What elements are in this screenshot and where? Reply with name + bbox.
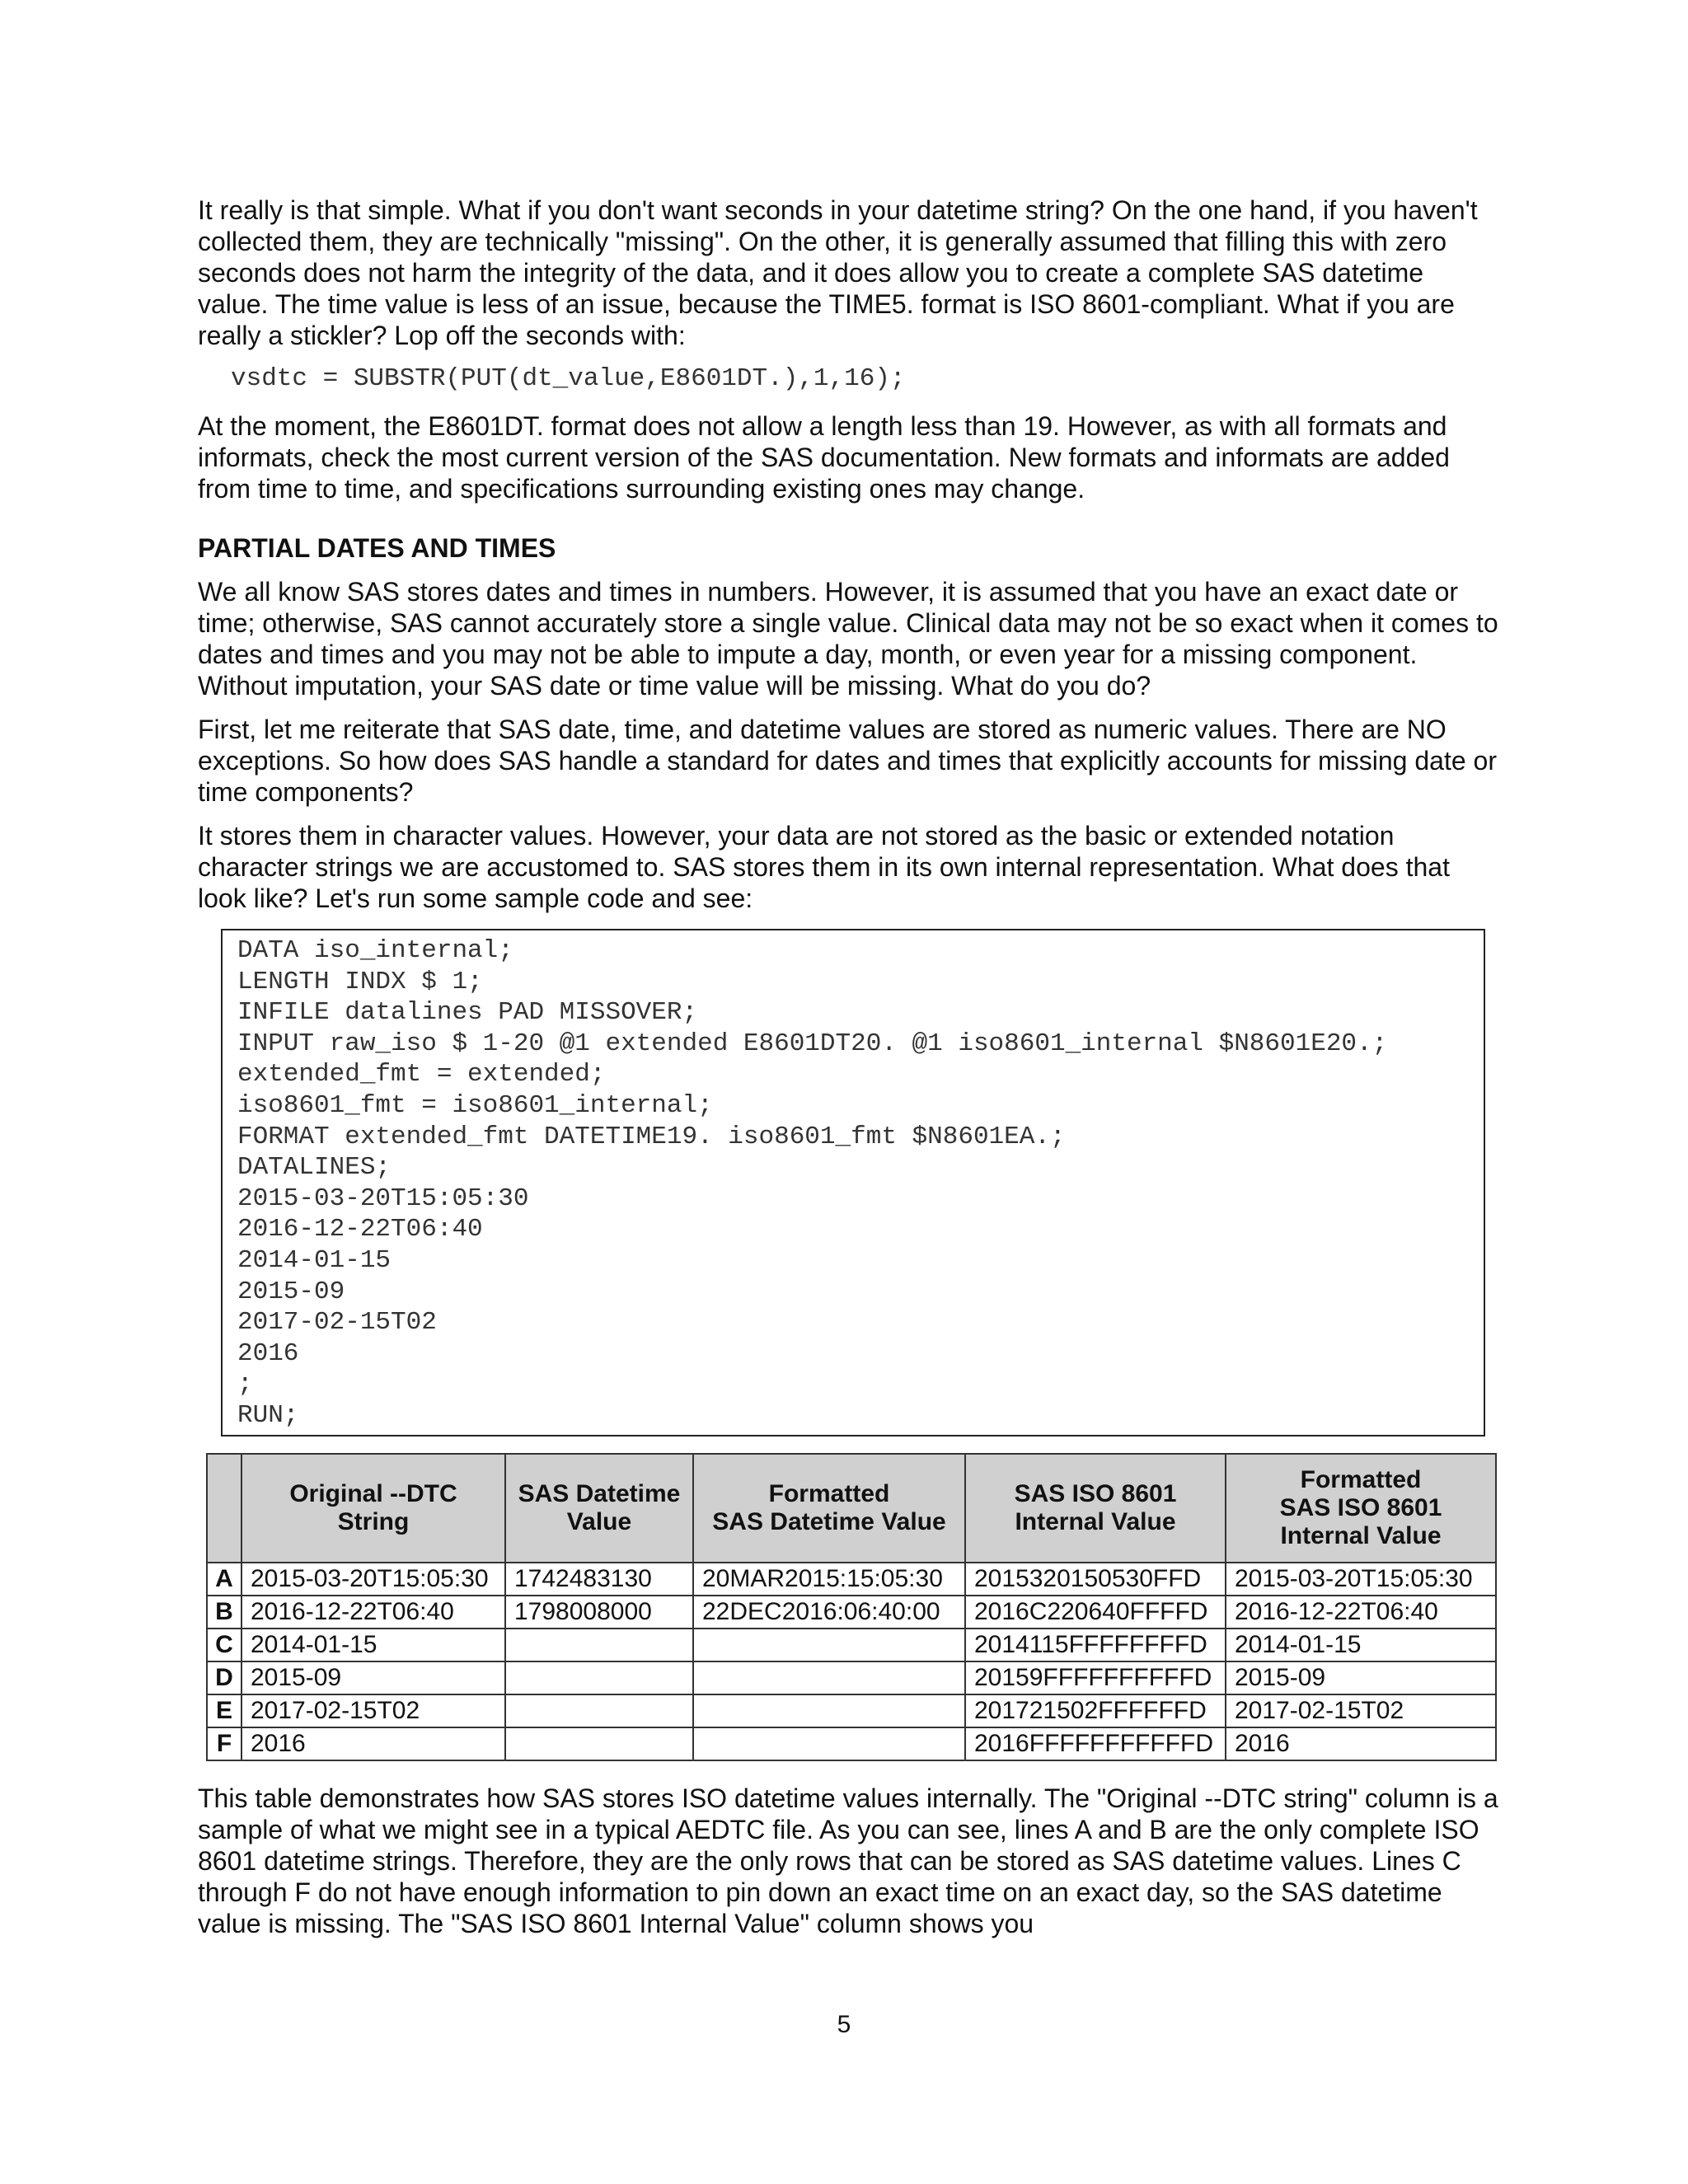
page-number: 5 [837, 2011, 851, 2038]
cell-iso-internal: 2014115FFFFFFFFD [965, 1629, 1226, 1661]
code-line: 2015-03-20T15:05:30 [237, 1183, 529, 1213]
cell-formatted-iso: 2016-12-22T06:40 [1226, 1596, 1496, 1629]
cell-formatted-iso: 2017-02-15T02 [1226, 1694, 1496, 1727]
header-key [207, 1454, 241, 1563]
row-key: E [207, 1694, 241, 1727]
code-line: 2014-01-15 [237, 1245, 392, 1275]
cell-formatted-datetime [693, 1694, 965, 1727]
code-line: INPUT raw_iso $ 1-20 @1 extended E8601DT20. @1 iso8601_internal $N8601E20.; [237, 1029, 1388, 1058]
code-line: 2015-09 [237, 1277, 345, 1306]
table-row [207, 1661, 1496, 1694]
cell-formatted-iso: 2015-03-20T15:05:30 [1226, 1563, 1496, 1596]
header-iso-internal: SAS ISO 8601 Internal Value [965, 1454, 1226, 1563]
header-sas-datetime: SAS Datetime Value [505, 1454, 693, 1563]
cell-formatted-datetime: 22DEC2016:06:40:00 [693, 1596, 965, 1629]
row-key: D [207, 1661, 241, 1694]
table-row [207, 1563, 1496, 1596]
code-line: INFILE datalines PAD MISSOVER; [237, 998, 698, 1028]
section-paragraph-1: We all know SAS stores dates and times in numbers. However, it is assumed that you have an exact date or time; otherwise, SAS cannot accurately store a single value. Clinical data may not be so exact when it comes to dates and times and you may not be able to impute a day, month, or even year for a missing component. Without imputation, your SAS date or time value will be missing. What do you do? [198, 577, 1498, 701]
code-line: FORMAT extended_fmt DATETIME19. iso8601_fmt $N8601EA.; [237, 1122, 1066, 1151]
header-original-dtc: Original --DTC String [241, 1454, 505, 1563]
cell-formatted-datetime [693, 1727, 965, 1760]
table-row [207, 1694, 1496, 1727]
cell-datetime-value [505, 1629, 693, 1661]
code-line: 2017-02-15T02 [237, 1308, 437, 1338]
table-row [207, 1596, 1496, 1629]
page-body [198, 194, 1500, 1952]
cell-formatted-datetime [693, 1629, 965, 1661]
iso-datetime-table [206, 1453, 1497, 1761]
code-line: DATA iso_internal; [237, 936, 513, 965]
cell-original: 2016 [241, 1727, 505, 1760]
row-key: A [207, 1563, 241, 1596]
intro-paragraph: It really is that simple. What if you don't want seconds in your datetime string? On the one hand, if you haven't collected them, they are technically "missing". On the other, it is generally assumed that filling this with zero seconds does not harm the integrity of the data, and it does allow you to create a complete SAS datetime value. The time value is less of an issue, because the TIME5. format is ISO 8601-compliant. What if you are really a stickler? Lop off the seconds with: [198, 195, 1478, 350]
cell-original: 2017-02-15T02 [241, 1694, 505, 1727]
cell-original: 2015-03-20T15:05:30 [241, 1563, 505, 1596]
table-explanation-paragraph: This table demonstrates how SAS stores ISO datetime values internally. The "Original --DTC string" column is a sample of what we might see in a typical AEDTC file. As you can see, lines A and B are the only complete ISO 8601 datetime strings. Therefore, they are the only rows that can be stored as SAS datetime values. Lines C through F do not have enough information to pin down an exact time on an exact day, so the SAS datetime value is missing. The "SAS ISO 8601 Internal Value" column shows you [198, 1783, 1498, 1938]
section-heading: PARTIAL DATES AND TIMES [198, 533, 556, 563]
cell-iso-internal: 2016FFFFFFFFFFFD [965, 1727, 1226, 1760]
cell-formatted-datetime [693, 1661, 965, 1694]
section-paragraph-3: It stores them in character values. However, your data are not stored as the basic or extended notation character strings we are accustomed to. SAS stores them in its own internal representation. What does that look like? Let's run some sample code and see: [198, 821, 1450, 913]
format-length-paragraph: At the moment, the E8601DT. format does not allow a length less than 19. However, as with all formats and informats, check the most current version of the SAS documentation. New formats and informats are added from time to time, and specifications surrounding existing ones may change. [198, 411, 1450, 504]
table-row [207, 1727, 1496, 1760]
code-line: DATALINES; [237, 1153, 392, 1183]
cell-datetime-value [505, 1694, 693, 1727]
code-line: iso8601_fmt = iso8601_internal; [237, 1090, 713, 1120]
cell-formatted-iso: 2014-01-15 [1226, 1629, 1496, 1661]
cell-iso-internal: 20159FFFFFFFFFFD [965, 1661, 1226, 1694]
table-row [207, 1629, 1496, 1661]
cell-iso-internal: 2015320150530FFD [965, 1563, 1226, 1596]
cell-datetime-value: 1742483130 [505, 1563, 693, 1596]
section-paragraph-2: First, let me reiterate that SAS date, time, and datetime values are stored as numeric values. There are NO exceptions. So how does SAS handle a standard for dates and times that explicitly accounts for missing date or time components? [198, 715, 1497, 807]
code-line: 2016-12-22T06:40 [237, 1215, 483, 1244]
code-line: ; [237, 1370, 253, 1399]
header-formatted-iso: Formatted SAS ISO 8601 Internal Value [1226, 1454, 1496, 1563]
row-key: B [207, 1596, 241, 1629]
inline-code-example: vsdtc = SUBSTR(PUT(dt_value,E8601DT.),1,16); [231, 364, 906, 393]
code-line: extended_fmt = extended; [237, 1060, 606, 1090]
code-line: 2016 [237, 1338, 299, 1368]
cell-iso-internal: 201721502FFFFFFD [965, 1694, 1226, 1727]
table-header-row [207, 1454, 1496, 1563]
row-key: C [207, 1629, 241, 1661]
cell-original: 2016-12-22T06:40 [241, 1596, 505, 1629]
cell-original: 2015-09 [241, 1661, 505, 1694]
cell-datetime-value [505, 1661, 693, 1694]
sas-code-block [221, 929, 1485, 1436]
code-line: LENGTH INDX $ 1; [237, 967, 483, 996]
cell-formatted-iso: 2015-09 [1226, 1661, 1496, 1694]
code-line: RUN; [237, 1400, 299, 1430]
cell-datetime-value [505, 1727, 693, 1760]
header-formatted-datetime: Formatted SAS Datetime Value [693, 1454, 965, 1563]
cell-datetime-value: 1798008000 [505, 1596, 693, 1629]
cell-original: 2014-01-15 [241, 1629, 505, 1661]
row-key: F [207, 1727, 241, 1760]
cell-iso-internal: 2016C220640FFFFD [965, 1596, 1226, 1629]
cell-formatted-datetime: 20MAR2015:15:05:30 [693, 1563, 965, 1596]
cell-formatted-iso: 2016 [1226, 1727, 1496, 1760]
